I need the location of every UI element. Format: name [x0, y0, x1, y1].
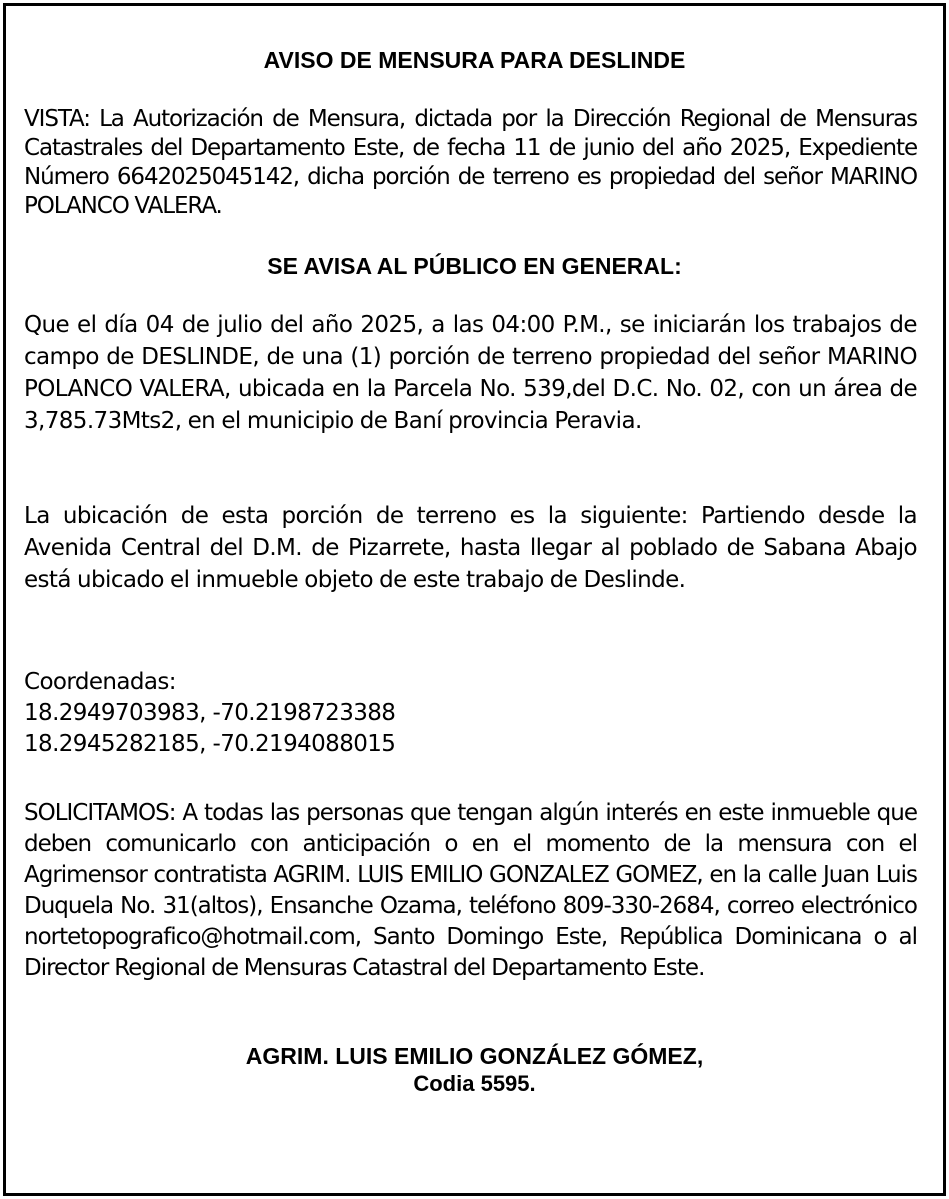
- coordinate-line: 18.2949703983, -70.2198723388: [24, 700, 396, 726]
- vista-paragraph: VISTA: La Autorización de Mensura, dictada por la Dirección Regional de Mensuras Catastrales del Departamento Este, de fecha 11 de junio del año 2025, Expediente Número 6642025045142, dicha porción de terreno es propiedad del señor MARINO POLANCO VALERA.: [24, 106, 917, 219]
- coordinate-line: 18.2945282185, -70.2194088015: [24, 731, 396, 757]
- signature-codia: Codia 5595.: [413, 1071, 536, 1096]
- coordinates-label: Coordenadas:: [24, 669, 176, 695]
- notice-subtitle: SE AVISA AL PÚBLICO EN GENERAL:: [267, 253, 682, 279]
- signature-name: AGRIM. LUIS EMILIO GONZÁLEZ GÓMEZ,: [245, 1043, 704, 1069]
- coordinates-block: [24, 667, 395, 760]
- survey-date-paragraph: Que el día 04 de julio del año 2025, a las 04:00 P.M., se iniciarán los trabajos de campo de DESLINDE, de una (1) porción de terreno propiedad del señor MARINO POLANCO VALERA, ubicada en la Parcela No. 539,del D.C. No. 02, con un área de 3,785.73Mts2, en el municipio de Baní provincia Peravia.: [24, 312, 917, 434]
- request-paragraph: SOLICITAMOS: A todas las personas que tengan algún interés en este inmueble que deben comunicarlo con anticipación o en el momento de la mensura con el Agrimensor contratista AGRIM. LUIS EMILIO GONZALEZ GOMEZ, en la calle Juan Luis Duquela No. 31(altos), Ensanche Ozama, teléfono 809-330-2684, correo electrónico nortetopografico@hotmail.com, Santo Domingo Este, República Dominicana o al Director Regional de Mensuras Catastral del Departamento Este.: [24, 800, 917, 981]
- notice-title: AVISO DE MENSURA PARA DESLINDE: [263, 47, 686, 73]
- location-paragraph: La ubicación de esta porción de terreno es la siguiente: Partiendo desde la Avenida Central del D.M. de Pizarrete, hasta llegar al poblado de Sabana Abajo está ubicado el inmueble objeto de este trabajo de Deslinde.: [24, 503, 917, 593]
